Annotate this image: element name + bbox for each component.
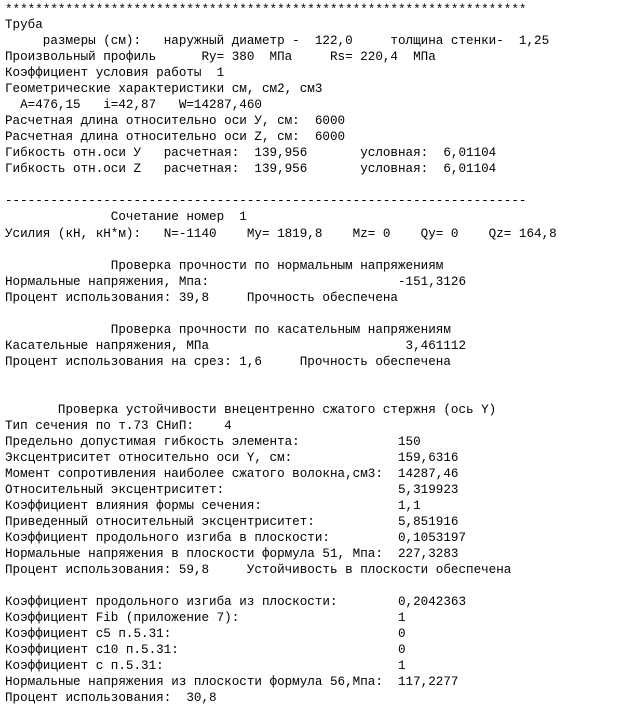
report-line: Процент использования на срез: 1,6 Прочность обеспечена (5, 355, 451, 369)
report-line: Коэффициент Fib (приложение 7): 1 (5, 611, 406, 625)
report-line: Коэффициент с п.5.31: 1 (5, 659, 406, 673)
report-line: Приведенный относительный эксцентриситет: 5,851916 (5, 515, 459, 529)
report-line: Коэффициент продольного изгиба из плоскости: 0,2042363 (5, 595, 467, 609)
report-line: Процент использования: 39,8 Прочность обеспечена (5, 291, 398, 305)
report-line: Коэффициент влияния формы сечения: 1,1 (5, 499, 421, 513)
report-line: Проверка прочности по касательным напряжениям (5, 323, 451, 337)
report-line: Тип сечения по т.73 СНиП: 4 (5, 419, 232, 433)
report-line: Предельно допустимая гибкость элемента: 150 (5, 435, 421, 449)
report-line: Сочетание номер 1 (5, 210, 247, 224)
report-line: Расчетная длина относительно оси Z, см: 6000 (5, 130, 346, 144)
report-line: Проверка устойчивости внецентренно сжатого стержня (ось Y) (5, 403, 497, 417)
report-line: Касательные напряжения, МПа 3,461112 (5, 339, 467, 353)
report-line: Момент сопротивления наиболее сжатого волокна,см3: 14287,46 (5, 467, 459, 481)
report-line: --------------------------------------------------------------------- (5, 194, 527, 208)
report-line: размеры (см): наружный диаметр - 122,0 толщина стенки- 1,25 (5, 34, 550, 48)
report-line: Проверка прочности по нормальным напряжениям (5, 259, 444, 273)
report-line: Коэффициент продольного изгиба в плоскости: 0,1053197 (5, 531, 467, 545)
report-line: Расчетная длина относительно оси У, см: 6000 (5, 114, 346, 128)
report-line: Коэффициент условия работы 1 (5, 66, 225, 80)
report-line: А=476,15 i=42,87 W=14287,460 (5, 98, 262, 112)
report-text (5, 0, 627, 710)
report-line: Геометрические характеристики см, см2, см3 (5, 82, 323, 96)
report-line: Нормальные напряжения, Мпа: -151,3126 (5, 275, 467, 289)
report-line: Коэффициент с10 п.5.31: 0 (5, 643, 406, 657)
report-line: Гибкость отн.оси Z расчетная: 139,956 условная: 6,01104 (5, 162, 497, 176)
report-line: Усилия (кН, кН*м): N=-1140 My= 1819,8 Mz= 0 Qy= 0 Qz= 164,8 (5, 227, 557, 241)
report-line: Произвольный профиль Ry= 380 МПа Rs= 220,4 МПа (5, 50, 436, 64)
report-line: Процент использования: 59,8 Устойчивость в плоскости обеспечена (5, 563, 512, 577)
report-line: Коэффициент с5 п.5.31: 0 (5, 627, 406, 641)
report-line: Нормальные напряжения в плоскости формула 51, Мпа: 227,3283 (5, 547, 459, 561)
report-line: Гибкость отн.оси У расчетная: 139,956 условная: 6,01104 (5, 146, 497, 160)
report-line: Относительный эксцентриситет: 5,319923 (5, 483, 459, 497)
report-line: Нормальные напряжения из плоскости формула 56,Мпа: 117,2277 (5, 675, 459, 689)
report-line: ********************************************************************* (5, 3, 527, 17)
report-line: Процент использования: 30,8 (5, 691, 217, 705)
report-line: Труба (5, 18, 43, 32)
report-line: Эксцентриситет относительно оси Y, см: 159,6316 (5, 451, 459, 465)
